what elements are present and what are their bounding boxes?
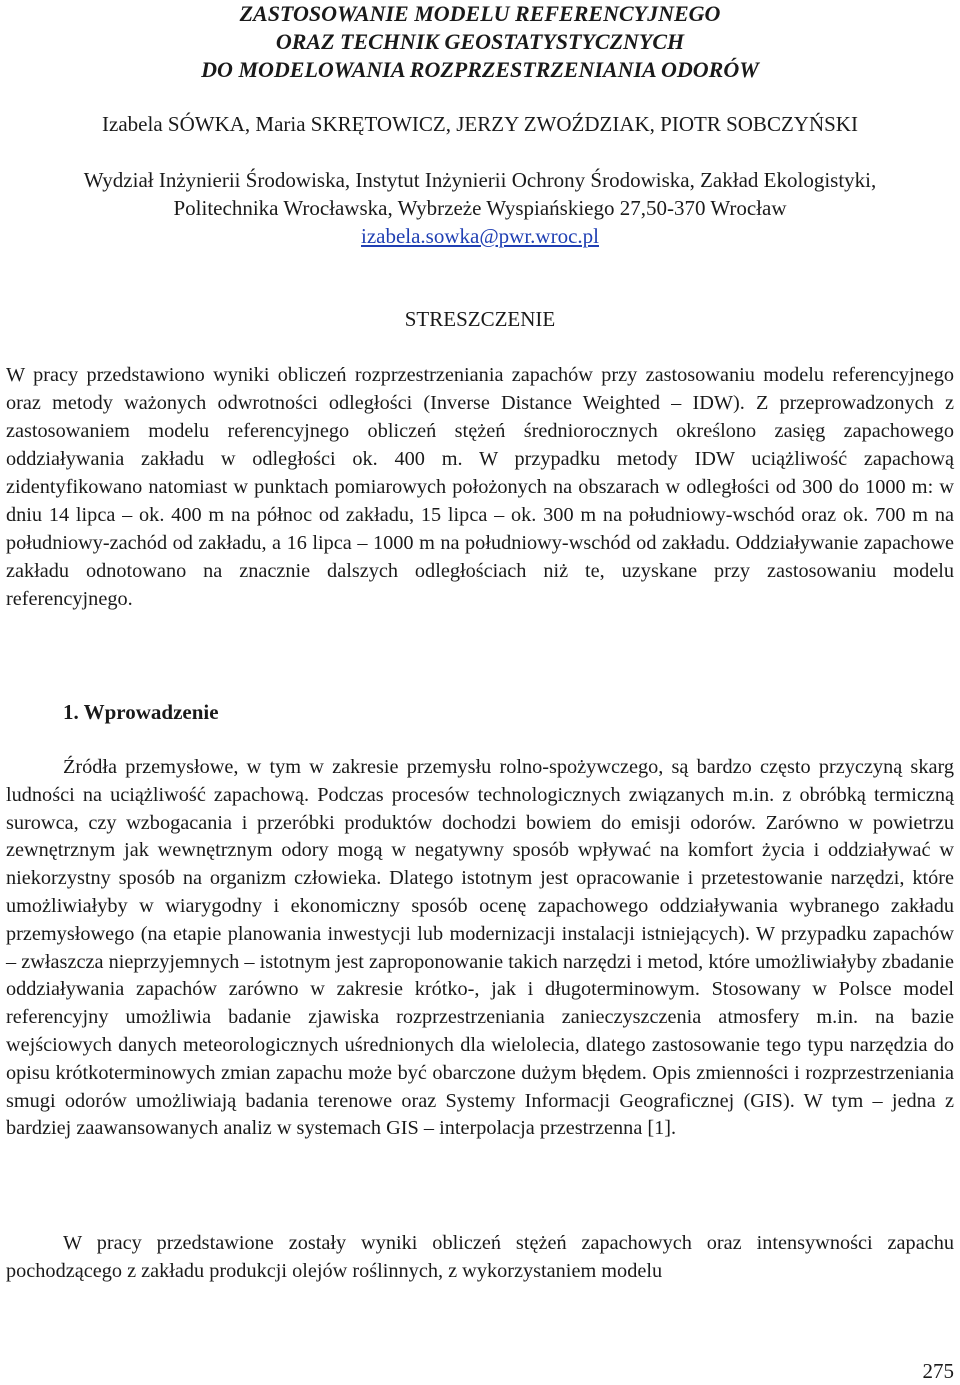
abstract-heading: STRESZCZENIE (404, 307, 556, 331)
author-list: Izabela SÓWKA, Maria SKRĘTOWICZ, JERZY ZWOŹDZIAK, PIOTR SOBCZYŃSKI (102, 112, 858, 136)
title-line-1: ZASTOSOWANIE MODELU REFERENCYJNEGO (239, 1, 721, 26)
title-line-2: ORAZ TECHNIK GEOSTATYSTYCZNYCH (275, 29, 685, 54)
affiliation-line-1: Wydział Inżynierii Środowiska, Instytut Inżynierii Ochrony Środowiska, Zakład Ekologistyki, (83, 168, 877, 192)
body-paragraph: Źródła przemysłowe, w tym w zakresie przemysłu rolno-spożywczego, są bardzo często przyczyną skarg ludności na uciążliwość zapachową. Podczas procesów technologicznych związanych m.in. z obróbką termiczną surowca, czy wzbogacania i przeróbki produktów dochodzi bowiem do emisji odorów. Zarówno w powietrzu zewnętrznym jak wewnętrznym odory mogą w negatywny sposób wpływać na komfort życia i oddziaływać w niekorzystny sposób na organizm człowieka. Dlatego istotnym jest opracowanie i przetestowanie narzędzi, które umożliwiałyby w wiarygodny i ekonomiczny sposób ocenę zapachowego oddziaływania wybranego zakładu przemysłowego (na etapie planowania inwestycji lub modernizacji instalacji istniejących). W przypadku zapachów – zwłaszcza nieprzyjemnych – istotnym jest zaproponowanie takich narzędzi i metod, które umożliwiałyby zbadanie oddziaływania zapachów zarówno w zakresie krótko-, jak i długoterminowym. Stosowany w Polsce model referencyjny umożliwia badanie zjawiska rozprzestrzeniania zanieczyszczenia atmosfery m.in. na bazie wejściowych danych meteorologicznych uśrednionych dla wielolecia, dlatego zastosowanie tego typu narzędzia do opisu krótkoterminowych zmian zapachu może być obarczone dużym błędem. Opis zmienności i rozprzestrzeniania smugi odorów umożliwiają badania terenowe oraz Systemy Informacji Geograficznej (GIS). W tym – jedna z bardziej zaawansowanych analiz w systemach GIS – interpolacja przestrzenna [1]. (6, 756, 954, 1140)
affiliation-email-line (0, 222, 960, 250)
author-email-link[interactable]: izabela.sowka@pwr.wroc.pl (360, 224, 599, 248)
abstract-text: W pracy przedstawiono wyniki obliczeń rozprzestrzeniania zapachów przy zastosowaniu modelu referencyjnego oraz metody ważonych odwrotności odległości (Inverse Distance Weighted – IDW). Z przeprowadzonych z zastosowaniem modelu referencyjnego obliczeń stężeń średniorocznych określono zasięg zapachowego oddziaływania zakładu w odległości ok. 400 m. W przypadku metody IDW uciążliwość zapachową zidentyfikowano natomiast w punktach pomiarowych położonych na obszarach w odległości od 300 do 1000 m: w dniu 14 lipca – ok. 400 m na północ od zakładu, 15 lipca – ok. 300 m na południowy-wschód oraz ok. 700 m na południowy-zachód od zakładu, a 16 lipca – 1000 m na południowy-wschód od zakładu. Oddziaływanie zapachowe zakładu odnotowano na znacznie dalszych odległościach niż te, uzyskane przy zastosowaniu modelu referencyjnego. (6, 364, 954, 610)
section-heading-introduction: 1. Wprowadzenie (63, 700, 219, 724)
page-number: 275 (922, 1359, 954, 1383)
affiliation-block (0, 166, 960, 250)
affiliation-line-2: Politechnika Wrocławska, Wybrzeże Wyspiańskiego 27,50-370 Wrocław (173, 196, 787, 220)
body-paragraph: W pracy przedstawione zostały wyniki obliczeń stężeń zapachowych oraz intensywności zapachu pochodzącego z zakładu produkcji olejów roślinnych, z wykorzystaniem modelu (6, 1232, 954, 1282)
paper-title (0, 0, 960, 84)
title-line-3: DO MODELOWANIA ROZPRZESTRZENIANIA ODORÓW (201, 57, 759, 82)
